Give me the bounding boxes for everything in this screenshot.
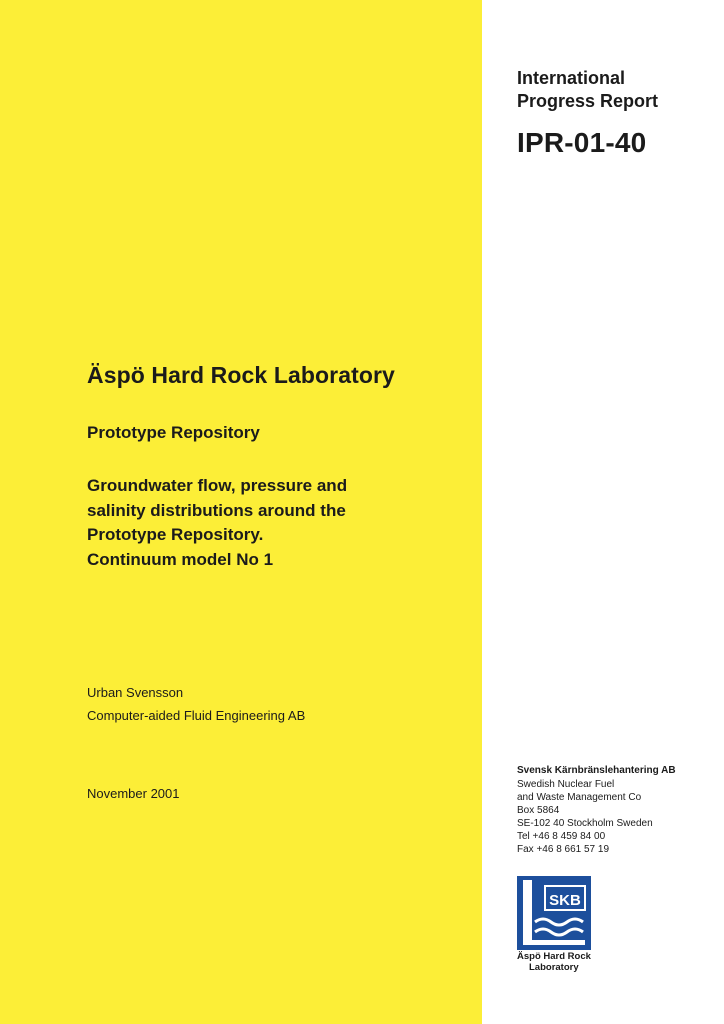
report-title-line: salinity distributions around the xyxy=(87,500,346,520)
report-title-line: Prototype Repository. xyxy=(87,525,264,544)
report-number: IPR-01-40 xyxy=(517,127,647,158)
publisher-line: Fax +46 8 661 57 19 xyxy=(517,844,610,855)
report-title xyxy=(87,474,447,572)
logo-left-bar xyxy=(523,880,532,940)
report-series xyxy=(517,67,658,113)
series-line: Progress Report xyxy=(517,91,659,111)
publisher-line: Box 5864 xyxy=(517,805,560,816)
subtitle: Prototype Repository xyxy=(87,423,260,442)
author-name: Urban Svensson xyxy=(87,685,184,700)
logo-caption-line: Äspö Hard Rock xyxy=(517,951,591,962)
publisher-address xyxy=(517,764,717,856)
publication-date: November 2001 xyxy=(87,786,180,801)
skb-logo-icon xyxy=(517,876,591,950)
report-title-line: Groundwater flow, pressure and xyxy=(87,476,348,495)
logo-bottom-bar xyxy=(523,940,585,945)
logo-caption-line: Laboratory xyxy=(529,962,579,973)
logo-caption xyxy=(517,951,597,973)
publisher-line: Swedish Nuclear Fuel xyxy=(517,779,615,790)
report-title-line: Continuum model No 1 xyxy=(87,549,274,569)
author-affiliation: Computer-aided Fluid Engineering AB xyxy=(87,708,306,723)
series-line: International xyxy=(517,68,626,88)
publisher-name: Svensk Kärnbränslehantering AB xyxy=(517,765,676,776)
publisher-line: SE-102 40 Stockholm Sweden xyxy=(517,818,653,829)
publisher-line: and Waste Management Co xyxy=(517,792,642,803)
logo-text: SKB xyxy=(549,892,581,909)
main-title: Äspö Hard Rock Laboratory xyxy=(87,362,395,388)
publisher-line: Tel +46 8 459 84 00 xyxy=(517,831,606,842)
